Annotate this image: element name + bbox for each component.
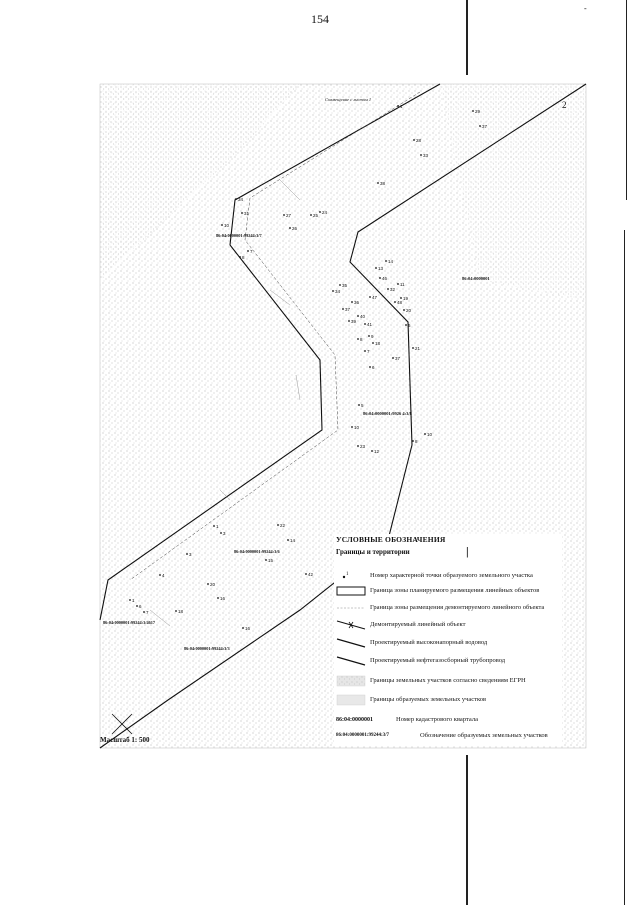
svg-text:3: 3 [223,531,226,536]
legend-title: УСЛОВНЫЕ ОБОЗНАЧЕНИЯ [336,535,446,544]
svg-text:10: 10 [354,425,360,430]
sheet-number: 2 [562,100,567,110]
map-scale: Масштаб 1: 500 [100,736,150,744]
svg-text:26: 26 [292,226,298,231]
legend-item: Граница зоны планируемого размещения линейных объектов [334,585,562,597]
svg-text:37: 37 [345,307,351,312]
svg-text:1: 1 [132,598,135,603]
svg-text:28: 28 [416,138,422,143]
svg-text:25: 25 [313,213,319,218]
parcel-label: 86:04:0000001:99244:3/7 [216,233,262,238]
svg-text:38: 38 [380,181,386,186]
map-legend [334,534,562,746]
scan-mark: | [466,544,469,558]
svg-text:7: 7 [367,349,370,354]
parcel-label: 86:04:0000001:99244:3/4617 [103,620,156,625]
svg-text:15: 15 [268,558,274,563]
svg-text:8: 8 [415,439,418,444]
svg-text:47: 47 [372,295,378,300]
svg-text:37: 37 [395,356,401,361]
page-number: 154 [311,12,329,26]
quarter-label: 86:04:0000001 [462,276,490,281]
demolish-line-icon [336,619,366,631]
svg-text:10: 10 [224,223,230,228]
legend-subtitle: Границы и территории [336,548,410,556]
svg-text:40: 40 [360,314,366,319]
point-symbol-icon [336,570,366,582]
svg-text:16: 16 [245,626,251,631]
svg-text:27: 27 [286,213,292,218]
svg-text:7: 7 [250,249,253,254]
svg-text:34: 34 [238,197,244,202]
svg-text:48: 48 [397,300,403,305]
svg-text:14: 14 [290,538,296,543]
legend-item: 86:04:0000001 Номер кадастрового квартала [336,716,478,723]
box-symbol-icon [336,585,366,597]
svg-text:35: 35 [342,283,348,288]
svg-text:41: 41 [367,322,373,327]
svg-text:5: 5 [408,323,411,328]
parcel-code: 86:04:0000001:99244:3/7 [336,733,390,738]
legend-item: Демонтируемый линейный объект [334,619,562,631]
svg-text:1: 1 [216,524,219,529]
svg-text:7: 7 [146,610,149,615]
svg-text:9: 9 [371,334,374,339]
svg-text:13: 13 [378,266,384,271]
quarter-label: 86:04:0000001:9926 4:3/8 [363,411,412,416]
svg-text:12: 12 [374,449,380,454]
svg-text:11: 11 [400,282,405,287]
svg-text:18: 18 [178,609,184,614]
svg-text:16: 16 [220,596,226,601]
svg-text:24: 24 [322,210,328,215]
svg-text:33: 33 [423,153,429,158]
svg-text:34: 34 [335,289,341,294]
legend-item: 86:04:0000001:99244:3/7 Обозначение образуемых земельных участков [336,732,548,739]
svg-text:8: 8 [242,255,245,260]
pipeline-icon [336,655,366,667]
svg-text:14: 14 [388,259,394,264]
svg-text:4: 4 [162,573,165,578]
svg-text:32: 32 [390,287,396,292]
svg-text:6: 6 [139,604,142,609]
svg-text:23: 23 [360,444,366,449]
svg-text:21: 21 [415,346,421,351]
svg-text:29: 29 [475,109,481,114]
svg-text:8: 8 [360,337,363,342]
legend-item: Границы образуемых земельных участков [334,694,562,706]
svg-text:37: 37 [482,124,488,129]
parcel-label: 86:04:0000001:99244:3/3 [184,646,230,651]
svg-text:5: 5 [361,403,364,408]
svg-text:1: 1 [346,572,349,577]
svg-text:31: 31 [244,211,250,216]
svg-text:39: 39 [351,319,357,324]
hatch-icon [336,675,366,687]
svg-text:6: 6 [372,365,375,370]
svg-text:36: 36 [354,300,360,305]
legend-item: 1 Номер характерной точки образуемого земельного участка [334,570,562,582]
svg-text:18: 18 [375,341,381,346]
svg-text:20: 20 [406,308,412,313]
quarter-code: 86:04:0000001 [336,717,373,723]
svg-text:46: 46 [382,276,388,281]
hatch-light-icon [336,694,366,706]
svg-text:1: 1 [400,104,403,109]
svg-text:10: 10 [427,432,433,437]
parcel-label: 86:04:0000001:99244:3/6 [234,549,280,554]
svg-text:42: 42 [308,572,314,577]
legend-item: Граница зоны размещения демонтируемого линейного объекта [334,602,562,614]
svg-text:22: 22 [280,523,286,528]
dashed-line-icon [336,602,366,614]
continuation-note: Совмещение с листом 1 [325,97,372,102]
svg-text:3: 3 [189,552,192,557]
svg-text:20: 20 [210,582,216,587]
legend-item: Проектируемый высоконапорный водовод [334,637,562,649]
corner-mark: - [584,4,587,13]
svg-text:19: 19 [403,296,409,301]
legend-item: Проектируемый нефтегазосборный трубопровод [334,655,562,667]
legend-item: Границы земельных участков согласно сведениям ЕГРН [334,675,562,687]
waterline-icon [336,637,366,649]
